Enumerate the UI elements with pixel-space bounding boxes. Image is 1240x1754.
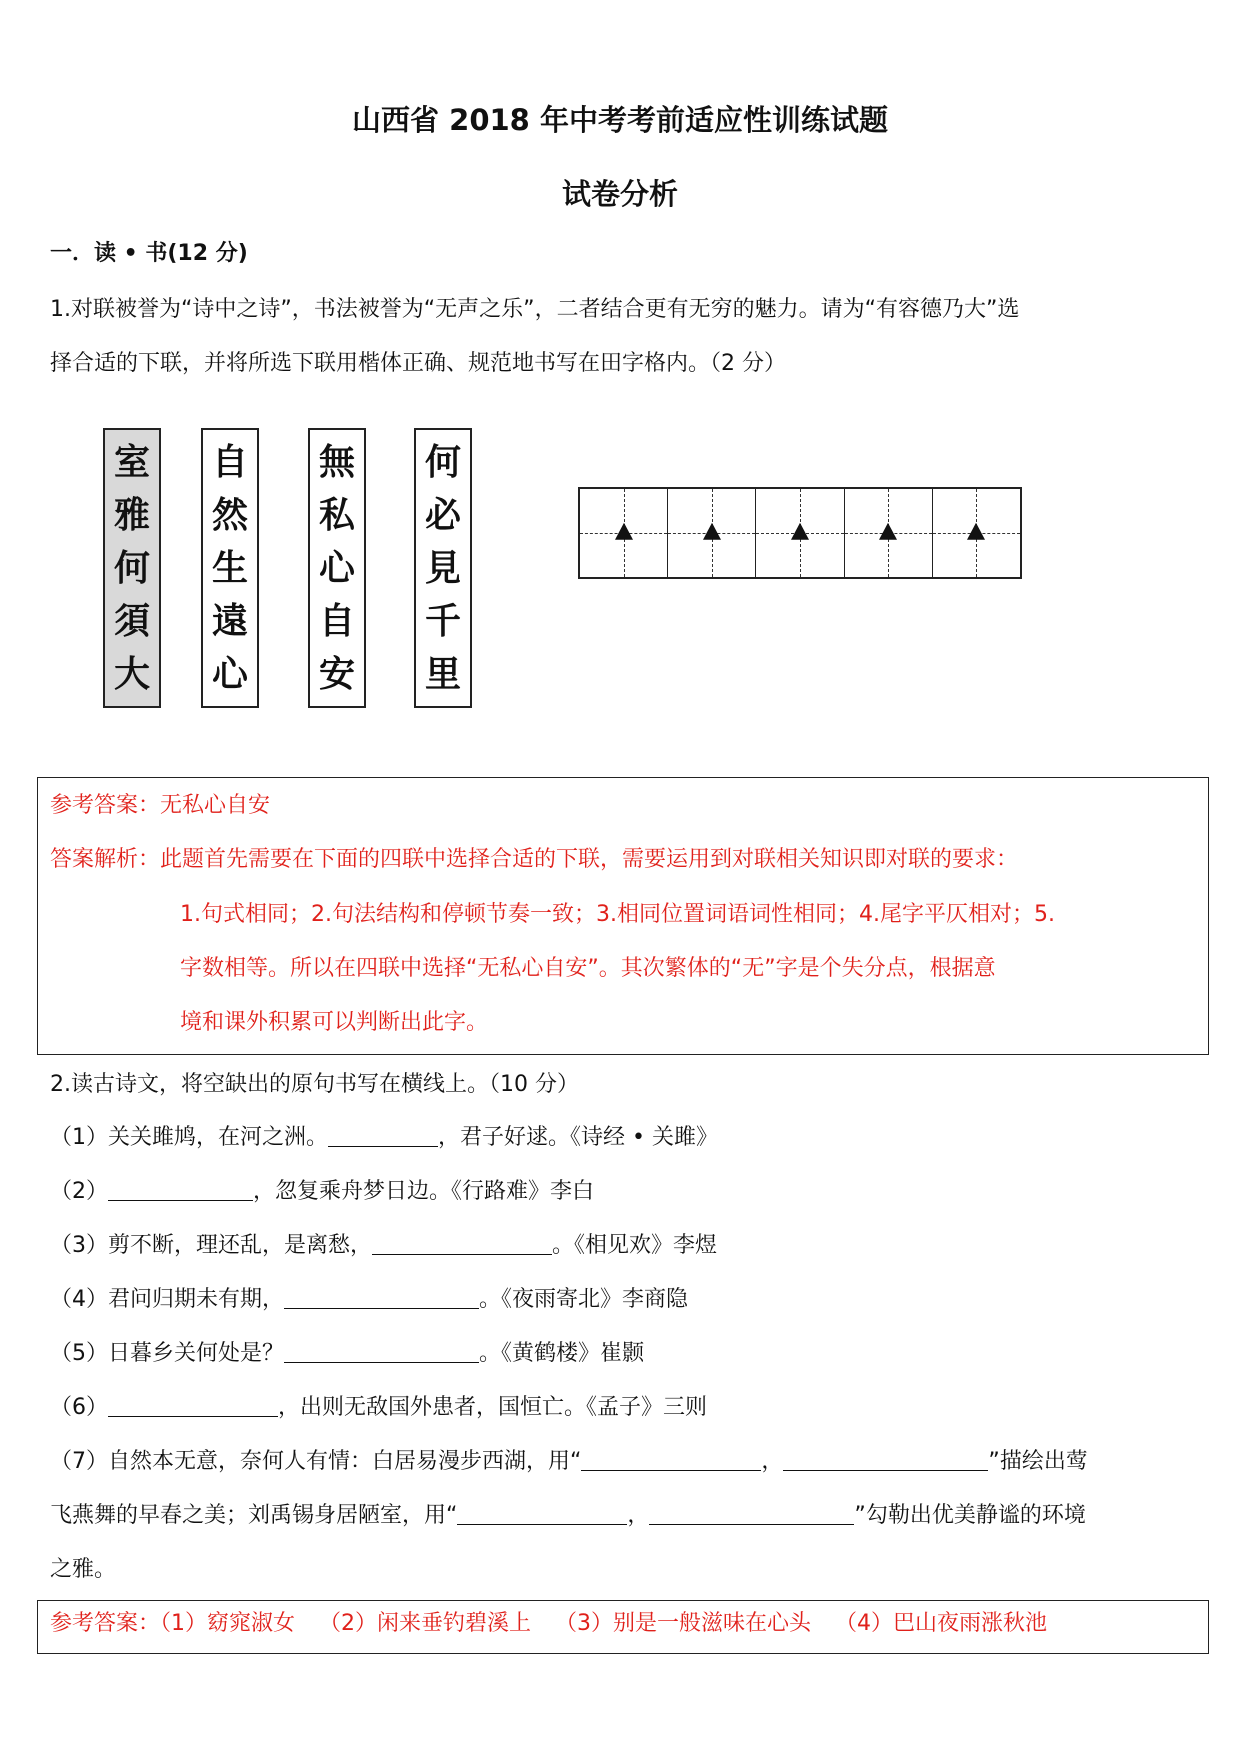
item-post: 。《黄鹤楼》崔颢 [479,1341,645,1366]
analysis-line1 [50,846,1018,875]
poem-item-7-line1 [50,1448,1088,1477]
item-post: ，君子好逑。《诗经 • 关雎》 [438,1125,718,1150]
item-number: （3） [50,1233,108,1258]
couplet-char: 遠 [211,599,248,642]
item-number: （1） [50,1125,108,1150]
item-pre: 关关雎鸠，在河之洲。 [108,1125,329,1150]
poem-item [50,1394,707,1423]
triangle-marker-icon [703,523,721,540]
answer-blank[interactable] [372,1232,552,1255]
answer2-part: （3）别是一般滋味在心头 [555,1611,812,1636]
couplet-char: 須 [113,599,150,642]
couplet-char: 然 [211,494,248,537]
poem-item [50,1286,688,1315]
grid-cell[interactable] [756,489,844,577]
triangle-marker-icon [791,523,809,540]
item-number: （7） [50,1449,108,1474]
item-number: （2） [50,1179,108,1204]
couplet-option-1 [103,428,161,708]
question1-text-line2: 择合适的下联，并将所选下联用楷体正确、规范地书写在田字格内。（2 分） [50,351,786,376]
answer1-label: 参考答案： [50,793,161,818]
grid-cell[interactable] [580,489,668,577]
couplet-char: 自 [318,599,355,642]
couplet-char: 室 [113,441,150,484]
poem-item [50,1232,717,1261]
couplet-char: 無 [318,441,355,484]
couplet-char: 必 [424,494,461,537]
poem-item-7-line2 [50,1502,1086,1531]
item-comma: ， [761,1449,784,1474]
couplet-option-2 [201,428,259,708]
couplet-option-3 [308,428,366,708]
grid-cell[interactable] [845,489,933,577]
analysis-text: 此题首先需要在下面的四联中选择合适的下联，需要运用到对联相关知识即对联的要求： [160,847,1019,872]
item-post: 。《相见欢》李煜 [552,1233,718,1258]
analysis-line4: 境和课外积累可以判断出此字。 [180,1010,489,1035]
poem-item [50,1340,644,1369]
item-post: 。《夜雨寄北》李商隐 [479,1287,689,1312]
analysis-label: 答案解析： [50,847,161,872]
item-pre: 飞燕舞的早春之美；刘禹锡身居陋室，用“ [50,1503,458,1528]
couplet-char: 何 [113,546,150,589]
triangle-marker-icon [879,523,897,540]
analysis-line3: 字数相等。所以在四联中选择“无私心自安”。其次繁体的“无”字是个失分点，根据意 [180,956,996,981]
item-comma: ， [627,1503,650,1528]
couplet-char: 見 [424,546,461,589]
couplet-char: 千 [424,599,461,642]
answer2-part: （4）巴山夜雨涨秋池 [835,1611,1048,1636]
item-number: （5） [50,1341,108,1366]
couplet-char: 大 [113,652,150,695]
poem-item [50,1124,718,1153]
answer-blank[interactable] [783,1448,988,1471]
couplet-char: 何 [424,441,461,484]
item-pre: 自然本无意，奈何人有情：白居易漫步西湖，用“ [108,1449,582,1474]
item-post: ”描绘出莺 [988,1449,1088,1474]
item-pre: 日暮乡关何处是？ [108,1341,285,1366]
couplet-char: 里 [424,652,461,695]
answer2-label: 参考答案： [50,1611,161,1636]
answer2-part: （1）窈窕淑女 [160,1611,296,1636]
answer-blank[interactable] [457,1502,627,1525]
item-number: （6） [50,1395,108,1420]
answer-blank[interactable] [108,1394,278,1417]
question2-heading: 2.读古诗文，将空缺出的原句书写在横线上。（10 分） [50,1072,579,1097]
answer1-line [50,792,270,821]
writing-grid [578,487,1022,579]
item-number: （4） [50,1287,108,1312]
answer2-part: （2）闲来垂钓碧溪上 [319,1611,532,1636]
analysis-line2: 1.句式相同；2.句法结构和停顿节奏一致；3.相同位置词语词性相同；4.尾字平仄相对；5. [180,902,1055,927]
page-subtitle: 试卷分析 [561,177,678,211]
answer-blank[interactable] [284,1340,479,1363]
item-post: ，忽复乘舟梦日边。《行路难》李白 [253,1179,595,1204]
grid-cell[interactable] [668,489,756,577]
page-title: 山西省 2018 年中考考前适应性训练试题 [352,103,888,137]
couplet-char: 私 [318,494,355,537]
item-post: ，出则无敌国外患者，国恒亡。《孟子》三则 [278,1395,708,1420]
item-post: ”勾勒出优美静谧的环境 [854,1503,1086,1528]
answer1-value: 无私心自安 [160,793,271,818]
question1-text-line1: 1.对联被誉为“诗中之诗”，书法被誉为“无声之乐”，二者结合更有无穷的魅力。请为“有容德乃大”选 [50,297,1020,322]
couplet-char: 安 [318,652,355,695]
grid-cell[interactable] [933,489,1020,577]
poem-item-7-line3: 之雅。 [50,1557,117,1582]
answer-blank[interactable] [649,1502,854,1525]
answer2-line [50,1610,1047,1639]
couplet-option-4 [414,428,472,708]
triangle-marker-icon [967,523,985,540]
couplet-char: 雅 [113,494,150,537]
poem-item [50,1178,594,1207]
triangle-marker-icon [615,523,633,540]
item-pre: 君问归期未有期， [108,1287,285,1312]
section-heading: 一．读 • 书(12 分) [50,241,248,266]
item-pre: 剪不断，理还乱，是离愁， [108,1233,373,1258]
couplet-char: 生 [211,546,248,589]
answer-blank[interactable] [284,1286,479,1309]
couplet-char: 心 [318,546,355,589]
answer-blank[interactable] [328,1124,438,1147]
couplet-char: 自 [211,441,248,484]
couplet-char: 心 [211,652,248,695]
answer-blank[interactable] [108,1178,253,1201]
answer-blank[interactable] [581,1448,761,1471]
